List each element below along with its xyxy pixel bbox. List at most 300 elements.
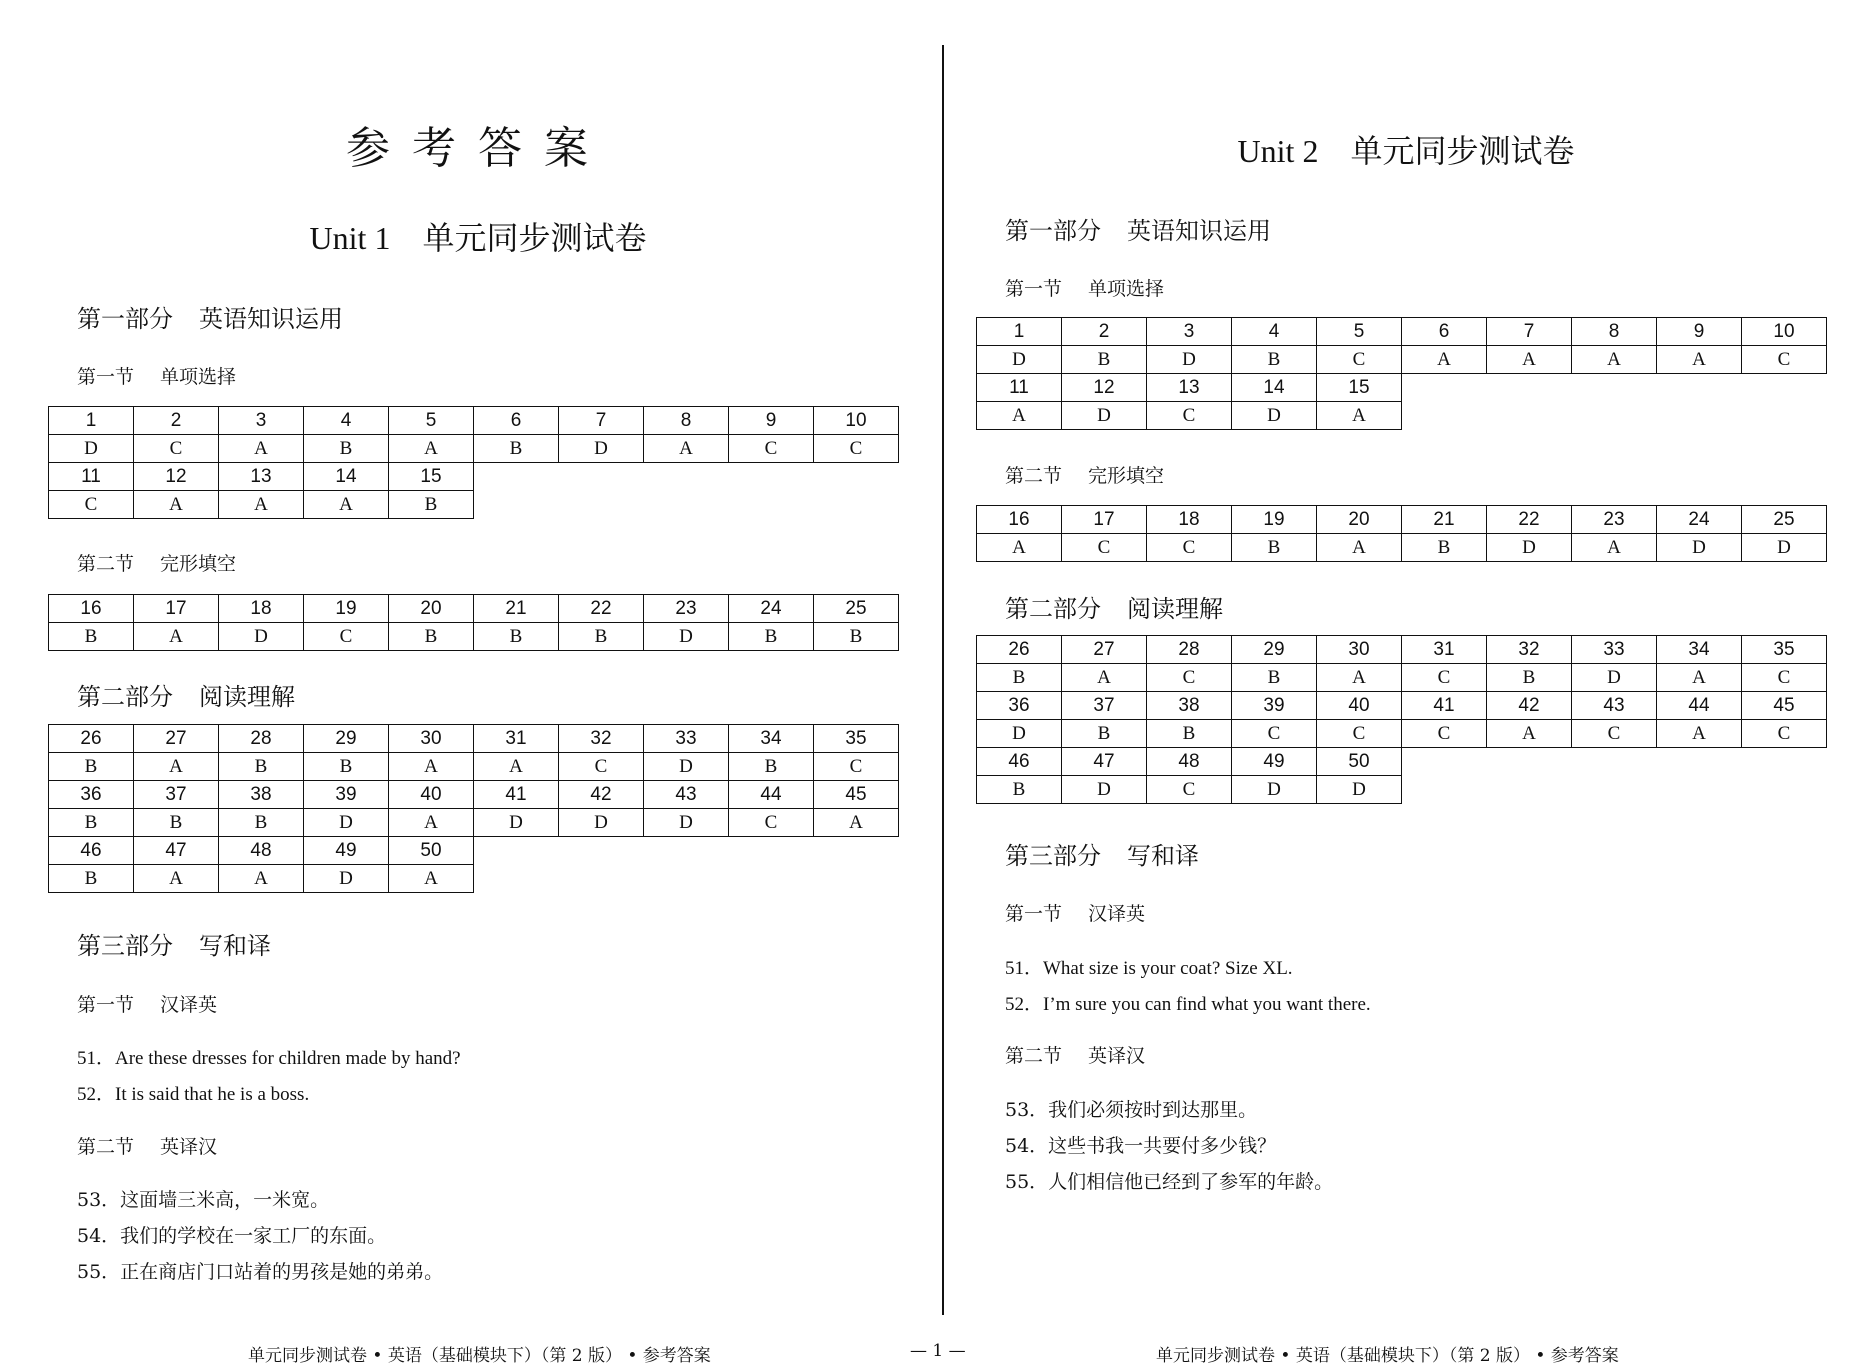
empty-cell: [559, 491, 644, 519]
question-number-cell: 39: [304, 781, 389, 809]
question-number-cell: 18: [219, 595, 304, 623]
answer-53: 53．我们必须按时到达那里。: [1005, 1099, 1258, 1121]
answer-cell: A: [977, 402, 1062, 430]
question-number-cell: 23: [1572, 506, 1657, 534]
answer-cell: C: [1402, 664, 1487, 692]
question-number-cell: 33: [1572, 636, 1657, 664]
answer-row: [977, 720, 1827, 748]
empty-cell: [1402, 402, 1487, 430]
question-number-cell: 19: [304, 595, 389, 623]
answer-cell: C: [729, 809, 814, 837]
answer-table-3: [976, 635, 1827, 804]
answer-cell: C: [1742, 664, 1827, 692]
empty-cell: [1572, 402, 1657, 430]
answer-53: 53．这面墙三米高，一米宽。: [77, 1189, 330, 1211]
question-number-cell: 30: [1317, 636, 1402, 664]
answer-cell: B: [304, 753, 389, 781]
answer-cell: C: [304, 623, 389, 651]
question-number-cell: 3: [1147, 318, 1232, 346]
question-number-row: [49, 781, 899, 809]
empty-cell: [474, 491, 559, 519]
answer-cell: A: [1572, 534, 1657, 562]
empty-cell: [1657, 374, 1742, 402]
question-number-cell: 37: [1062, 692, 1147, 720]
answer-51: 51．Are these dresses for children made by hand?: [77, 1048, 461, 1069]
answer-cell: D: [644, 753, 729, 781]
answer-cell: D: [644, 809, 729, 837]
question-number-cell: 42: [1487, 692, 1572, 720]
answer-cell: A: [304, 491, 389, 519]
question-number-cell: 25: [814, 595, 899, 623]
answer-cell: A: [1657, 664, 1742, 692]
empty-cell: [729, 837, 814, 865]
answer-cell: C: [729, 435, 814, 463]
answer-cell: B: [1232, 346, 1317, 374]
question-number-cell: 7: [559, 407, 644, 435]
question-number-cell: 23: [644, 595, 729, 623]
question-number-cell: 30: [389, 725, 474, 753]
question-number-cell: 1: [49, 407, 134, 435]
question-number-cell: 40: [389, 781, 474, 809]
answer-55: 55．正在商店门口站着的男孩是她的弟弟。: [77, 1261, 444, 1283]
empty-cell: [1572, 748, 1657, 776]
answer-cell: C: [1147, 534, 1232, 562]
question-number-row: [49, 595, 899, 623]
answer-cell: C: [1062, 534, 1147, 562]
section-1-heading: 第一节 单项选择: [77, 366, 237, 388]
question-number-cell: 6: [474, 407, 559, 435]
question-number-cell: 29: [304, 725, 389, 753]
question-number-cell: 43: [1572, 692, 1657, 720]
answer-cell: B: [49, 753, 134, 781]
question-number-cell: 46: [977, 748, 1062, 776]
answer-cell: A: [1572, 346, 1657, 374]
question-number-cell: 24: [1657, 506, 1742, 534]
answer-cell: D: [1742, 534, 1827, 562]
question-number-cell: 45: [1742, 692, 1827, 720]
answer-cell: D: [644, 623, 729, 651]
answer-cell: D: [304, 865, 389, 893]
question-number-cell: 12: [1062, 374, 1147, 402]
answer-cell: A: [134, 623, 219, 651]
answer-cell: A: [389, 865, 474, 893]
question-number-cell: 36: [977, 692, 1062, 720]
question-number-cell: 44: [729, 781, 814, 809]
empty-cell: [1487, 776, 1572, 804]
section-3-heading: 第一节 汉译英: [1005, 903, 1146, 925]
answer-cell: A: [1657, 346, 1742, 374]
part-1-heading: 第一部分 英语知识运用: [1005, 217, 1271, 245]
question-number-cell: 44: [1657, 692, 1742, 720]
answer-row: [977, 534, 1827, 562]
answer-cell: C: [1402, 720, 1487, 748]
answer-cell: C: [1317, 346, 1402, 374]
question-number-cell: 31: [1402, 636, 1487, 664]
question-number-cell: 16: [49, 595, 134, 623]
empty-cell: [814, 837, 899, 865]
answer-table-2: [976, 505, 1827, 562]
answer-55: 55．人们相信他已经到了参军的年龄。: [1005, 1171, 1334, 1193]
answer-cell: A: [1657, 720, 1742, 748]
unit-subtitle: 单元同步测试卷: [422, 219, 647, 257]
empty-cell: [1742, 748, 1827, 776]
question-number-cell: 40: [1317, 692, 1402, 720]
answer-cell: B: [814, 623, 899, 651]
answer-cell: B: [49, 809, 134, 837]
question-number-cell: 38: [219, 781, 304, 809]
empty-cell: [1657, 402, 1742, 430]
empty-cell: [814, 463, 899, 491]
empty-cell: [729, 463, 814, 491]
answer-cell: D: [559, 435, 644, 463]
answer-cell: A: [219, 865, 304, 893]
empty-cell: [644, 491, 729, 519]
question-number-cell: 48: [1147, 748, 1232, 776]
unit-number: Unit 1: [309, 220, 391, 256]
question-number-cell: 27: [1062, 636, 1147, 664]
answer-cell: B: [977, 776, 1062, 804]
question-number-cell: 13: [219, 463, 304, 491]
question-number-cell: 49: [304, 837, 389, 865]
footer-right: 单元同步测试卷 • 英语（基础模块下）（第 2 版） • 参考答案: [1156, 1346, 1619, 1366]
answer-cell: A: [1487, 720, 1572, 748]
question-number-cell: 50: [389, 837, 474, 865]
answer-row: [49, 491, 899, 519]
answer-cell: C: [1317, 720, 1402, 748]
question-number-cell: 41: [1402, 692, 1487, 720]
question-number-cell: 17: [1062, 506, 1147, 534]
section-1-heading: 第一节 单项选择: [1005, 278, 1165, 300]
answer-cell: A: [1062, 664, 1147, 692]
answer-row: [977, 664, 1827, 692]
answer-cell: B: [474, 435, 559, 463]
question-number-cell: 39: [1232, 692, 1317, 720]
question-number-cell: 35: [1742, 636, 1827, 664]
empty-cell: [1402, 776, 1487, 804]
question-number-cell: 36: [49, 781, 134, 809]
question-number-cell: 29: [1232, 636, 1317, 664]
answer-cell: B: [1062, 346, 1147, 374]
answer-cell: C: [814, 435, 899, 463]
answer-cell: C: [49, 491, 134, 519]
answer-cell: C: [1572, 720, 1657, 748]
question-number-cell: 22: [1487, 506, 1572, 534]
question-number-row: [977, 748, 1827, 776]
answer-51: 51．What size is your coat? Size XL.: [1005, 958, 1293, 979]
part-3-heading: 第三部分 写和译: [77, 932, 271, 960]
question-number-cell: 45: [814, 781, 899, 809]
question-number-cell: 38: [1147, 692, 1232, 720]
question-number-cell: 34: [729, 725, 814, 753]
question-number-cell: 32: [1487, 636, 1572, 664]
answer-cell: D: [559, 809, 644, 837]
question-number-cell: 32: [559, 725, 644, 753]
question-number-cell: 37: [134, 781, 219, 809]
answer-cell: B: [1147, 720, 1232, 748]
answer-cell: D: [49, 435, 134, 463]
question-number-cell: 2: [134, 407, 219, 435]
empty-cell: [1742, 402, 1827, 430]
answer-cell: C: [1742, 346, 1827, 374]
answer-cell: B: [219, 753, 304, 781]
empty-cell: [644, 865, 729, 893]
answer-52: 52．It is said that he is a boss.: [77, 1084, 310, 1105]
answer-cell: A: [1487, 346, 1572, 374]
answer-cell: D: [1232, 402, 1317, 430]
question-number-row: [977, 636, 1827, 664]
question-number-row: [49, 837, 899, 865]
question-number-cell: 21: [1402, 506, 1487, 534]
answer-cell: A: [389, 753, 474, 781]
answer-cell: C: [814, 753, 899, 781]
answer-cell: D: [977, 720, 1062, 748]
answer-cell: A: [219, 435, 304, 463]
question-number-cell: 26: [49, 725, 134, 753]
empty-cell: [474, 865, 559, 893]
question-number-row: [977, 506, 1827, 534]
page-title: 参考答案: [346, 123, 610, 174]
answer-cell: A: [219, 491, 304, 519]
page-divider: [942, 45, 944, 1315]
answer-cell: A: [1317, 402, 1402, 430]
empty-cell: [1402, 748, 1487, 776]
question-number-row: [49, 725, 899, 753]
answer-52: 52．I’m sure you can find what you want there.: [1005, 994, 1371, 1015]
empty-cell: [814, 491, 899, 519]
answer-cell: B: [729, 753, 814, 781]
part-2-heading: 第二部分 阅读理解: [1005, 595, 1223, 623]
question-number-cell: 5: [389, 407, 474, 435]
question-number-cell: 33: [644, 725, 729, 753]
answer-cell: A: [1402, 346, 1487, 374]
answer-cell: B: [49, 623, 134, 651]
question-number-cell: 4: [304, 407, 389, 435]
answer-cell: B: [1402, 534, 1487, 562]
question-number-cell: 50: [1317, 748, 1402, 776]
question-number-cell: 7: [1487, 318, 1572, 346]
question-number-cell: 48: [219, 837, 304, 865]
question-number-cell: 41: [474, 781, 559, 809]
answer-cell: D: [1147, 346, 1232, 374]
question-number-cell: 25: [1742, 506, 1827, 534]
answer-cell: D: [1062, 402, 1147, 430]
empty-cell: [1657, 776, 1742, 804]
section-4-heading: 第二节 英译汉: [77, 1136, 218, 1158]
answer-cell: A: [134, 865, 219, 893]
unit-title: [48, 213, 908, 259]
answer-cell: D: [474, 809, 559, 837]
answer-row: [977, 776, 1827, 804]
answer-cell: B: [729, 623, 814, 651]
answer-row: [977, 346, 1827, 374]
answer-row: [49, 753, 899, 781]
answer-row: [977, 402, 1827, 430]
answer-54: 54．这些书我一共要付多少钱？: [1005, 1135, 1277, 1157]
empty-cell: [474, 463, 559, 491]
answer-cell: A: [1317, 664, 1402, 692]
answer-cell: B: [134, 809, 219, 837]
answer-cell: B: [977, 664, 1062, 692]
question-number-cell: 34: [1657, 636, 1742, 664]
answer-cell: A: [814, 809, 899, 837]
question-number-cell: 19: [1232, 506, 1317, 534]
answer-table-2: [48, 594, 899, 651]
question-number-cell: 8: [1572, 318, 1657, 346]
question-number-cell: 5: [1317, 318, 1402, 346]
question-number-cell: 35: [814, 725, 899, 753]
answer-cell: B: [1487, 664, 1572, 692]
question-number-cell: 24: [729, 595, 814, 623]
empty-cell: [644, 463, 729, 491]
answer-cell: A: [644, 435, 729, 463]
answer-cell: C: [1147, 776, 1232, 804]
unit-subtitle: 单元同步测试卷: [1350, 132, 1575, 170]
answer-cell: B: [389, 623, 474, 651]
empty-cell: [814, 865, 899, 893]
answer-row: [49, 809, 899, 837]
empty-cell: [559, 865, 644, 893]
question-number-cell: 4: [1232, 318, 1317, 346]
answer-cell: A: [1317, 534, 1402, 562]
question-number-row: [977, 692, 1827, 720]
question-number-cell: 3: [219, 407, 304, 435]
empty-cell: [644, 837, 729, 865]
question-number-cell: 14: [1232, 374, 1317, 402]
empty-cell: [1742, 776, 1827, 804]
question-number-row: [977, 318, 1827, 346]
answer-cell: B: [219, 809, 304, 837]
answer-table-3: [48, 724, 899, 893]
answer-cell: B: [389, 491, 474, 519]
answer-cell: C: [1147, 664, 1232, 692]
unit-title: [976, 126, 1836, 172]
answer-cell: B: [304, 435, 389, 463]
question-number-cell: 18: [1147, 506, 1232, 534]
question-number-cell: 15: [389, 463, 474, 491]
empty-cell: [1402, 374, 1487, 402]
answer-cell: C: [1147, 402, 1232, 430]
answer-54: 54．我们的学校在一家工厂的东面。: [77, 1225, 387, 1247]
question-number-cell: 10: [814, 407, 899, 435]
question-number-cell: 27: [134, 725, 219, 753]
answer-cell: B: [1232, 664, 1317, 692]
question-number-cell: 13: [1147, 374, 1232, 402]
answer-cell: D: [219, 623, 304, 651]
empty-cell: [1487, 402, 1572, 430]
question-number-cell: 49: [1232, 748, 1317, 776]
section-3-heading: 第一节 汉译英: [77, 994, 218, 1016]
question-number-cell: 22: [559, 595, 644, 623]
answer-cell: A: [389, 809, 474, 837]
answer-table-1: [48, 406, 899, 519]
question-number-cell: 43: [644, 781, 729, 809]
answer-cell: B: [1062, 720, 1147, 748]
question-number-cell: 11: [977, 374, 1062, 402]
answer-cell: A: [389, 435, 474, 463]
section-4-heading: 第二节 英译汉: [1005, 1045, 1146, 1067]
question-number-cell: 1: [977, 318, 1062, 346]
question-number-cell: 10: [1742, 318, 1827, 346]
question-number-cell: 9: [1657, 318, 1742, 346]
answer-cell: A: [977, 534, 1062, 562]
answer-cell: D: [1487, 534, 1572, 562]
answer-cell: A: [474, 753, 559, 781]
footer-page-number: — 1 —: [910, 1341, 966, 1361]
answer-cell: B: [474, 623, 559, 651]
question-number-cell: 21: [474, 595, 559, 623]
question-number-cell: 14: [304, 463, 389, 491]
question-number-cell: 28: [219, 725, 304, 753]
answer-cell: D: [1657, 534, 1742, 562]
answer-cell: C: [1742, 720, 1827, 748]
empty-cell: [1487, 748, 1572, 776]
question-number-cell: 2: [1062, 318, 1147, 346]
answer-cell: D: [1062, 776, 1147, 804]
question-number-cell: 47: [134, 837, 219, 865]
section-2-heading: 第二节 完形填空: [77, 553, 237, 575]
answer-table-1: [976, 317, 1827, 430]
question-number-cell: 16: [977, 506, 1062, 534]
question-number-cell: 31: [474, 725, 559, 753]
answer-cell: D: [977, 346, 1062, 374]
empty-cell: [1487, 374, 1572, 402]
question-number-cell: 15: [1317, 374, 1402, 402]
question-number-row: [49, 463, 899, 491]
question-number-cell: 20: [1317, 506, 1402, 534]
question-number-cell: 6: [1402, 318, 1487, 346]
question-number-cell: 47: [1062, 748, 1147, 776]
section-2-heading: 第二节 完形填空: [1005, 465, 1165, 487]
answer-cell: D: [1572, 664, 1657, 692]
question-number-cell: 42: [559, 781, 644, 809]
question-number-row: [977, 374, 1827, 402]
question-number-cell: 17: [134, 595, 219, 623]
answer-row: [49, 435, 899, 463]
unit-number: Unit 2: [1237, 133, 1319, 169]
answer-row: [49, 865, 899, 893]
answer-cell: B: [559, 623, 644, 651]
question-number-cell: 20: [389, 595, 474, 623]
empty-cell: [1657, 748, 1742, 776]
answer-cell: C: [134, 435, 219, 463]
empty-cell: [474, 837, 559, 865]
question-number-cell: 28: [1147, 636, 1232, 664]
question-number-cell: 12: [134, 463, 219, 491]
empty-cell: [1572, 776, 1657, 804]
question-number-row: [49, 407, 899, 435]
part-3-heading: 第三部分 写和译: [1005, 842, 1199, 870]
question-number-cell: 8: [644, 407, 729, 435]
answer-cell: D: [1232, 776, 1317, 804]
question-number-cell: 11: [49, 463, 134, 491]
empty-cell: [729, 491, 814, 519]
answer-cell: C: [1232, 720, 1317, 748]
part-1-heading: 第一部分 英语知识运用: [77, 305, 343, 333]
question-number-cell: 46: [49, 837, 134, 865]
empty-cell: [559, 837, 644, 865]
empty-cell: [1742, 374, 1827, 402]
answer-cell: C: [559, 753, 644, 781]
answer-cell: A: [134, 753, 219, 781]
footer-left: 单元同步测试卷 • 英语（基础模块下）（第 2 版） • 参考答案: [248, 1346, 711, 1366]
empty-cell: [1572, 374, 1657, 402]
answer-cell: D: [1317, 776, 1402, 804]
question-number-cell: 9: [729, 407, 814, 435]
answer-cell: D: [304, 809, 389, 837]
answer-cell: B: [49, 865, 134, 893]
question-number-cell: 26: [977, 636, 1062, 664]
answer-row: [49, 623, 899, 651]
